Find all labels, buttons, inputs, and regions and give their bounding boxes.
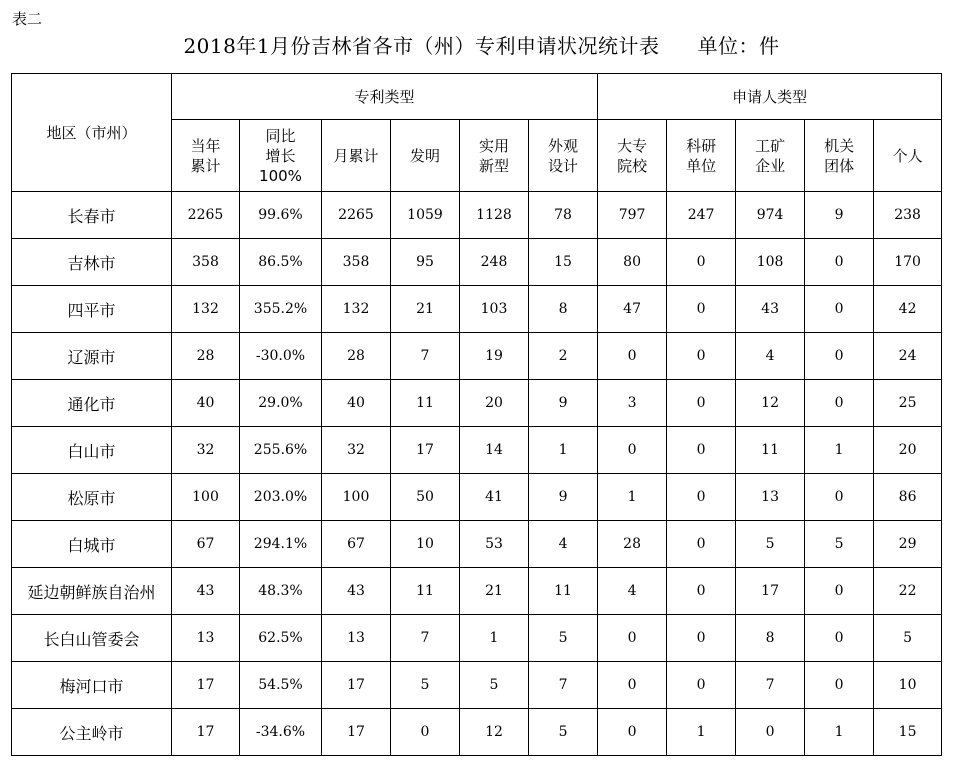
- region-cell: 公主岭市: [12, 709, 172, 756]
- value-cell: 17: [322, 662, 391, 709]
- value-cell: 0: [667, 286, 736, 333]
- value-cell: 21: [391, 286, 460, 333]
- table-row: [12, 709, 942, 756]
- value-cell: 358: [322, 239, 391, 286]
- value-cell: 11: [391, 568, 460, 615]
- value-cell: 100: [172, 474, 240, 521]
- value-cell: 1: [529, 427, 598, 474]
- value-cell: 170: [874, 239, 942, 286]
- value-cell: 1059: [391, 192, 460, 239]
- column-header: 个人: [874, 120, 942, 192]
- table-row: [12, 333, 942, 380]
- patent-type-group-header: 专利类型: [172, 74, 598, 120]
- value-cell: 12: [460, 709, 529, 756]
- value-cell: 0: [667, 662, 736, 709]
- region-cell: 长春市: [12, 192, 172, 239]
- value-cell: 247: [667, 192, 736, 239]
- region-cell: 松原市: [12, 474, 172, 521]
- value-cell: 132: [172, 286, 240, 333]
- applicant-type-group-header: 申请人类型: [598, 74, 942, 120]
- value-cell: 54.5%: [240, 662, 322, 709]
- value-cell: 2265: [322, 192, 391, 239]
- value-cell: 53: [460, 521, 529, 568]
- value-cell: 0: [736, 709, 805, 756]
- value-cell: 0: [598, 709, 667, 756]
- table-label: 表二: [12, 10, 43, 28]
- column-header: 发明: [391, 120, 460, 192]
- value-cell: 43: [172, 568, 240, 615]
- title-text: 2018年1月份吉林省各市（州）专利申请状况统计表: [183, 34, 660, 58]
- value-cell: 32: [172, 427, 240, 474]
- value-cell: 132: [322, 286, 391, 333]
- value-cell: 95: [391, 239, 460, 286]
- value-cell: 1128: [460, 192, 529, 239]
- value-cell: 29.0%: [240, 380, 322, 427]
- value-cell: 86.5%: [240, 239, 322, 286]
- value-cell: 9: [529, 474, 598, 521]
- value-cell: 62.5%: [240, 615, 322, 662]
- value-cell: 5: [874, 615, 942, 662]
- value-cell: 41: [460, 474, 529, 521]
- value-cell: 4: [736, 333, 805, 380]
- column-header: 机关 团体: [805, 120, 874, 192]
- value-cell: 67: [172, 521, 240, 568]
- unit-label: 单位：件: [697, 34, 780, 58]
- value-cell: 80: [598, 239, 667, 286]
- column-header: 实用 新型: [460, 120, 529, 192]
- table-row: [12, 427, 942, 474]
- value-cell: 203.0%: [240, 474, 322, 521]
- value-cell: 17: [736, 568, 805, 615]
- value-cell: 11: [391, 380, 460, 427]
- value-cell: 11: [736, 427, 805, 474]
- value-cell: 7: [391, 615, 460, 662]
- value-cell: 5: [460, 662, 529, 709]
- value-cell: 47: [598, 286, 667, 333]
- value-cell: 1: [805, 427, 874, 474]
- value-cell: 5: [529, 709, 598, 756]
- column-header: 同比 增长 100%: [240, 120, 322, 192]
- column-header: 工矿 企业: [736, 120, 805, 192]
- value-cell: 355.2%: [240, 286, 322, 333]
- value-cell: 29: [874, 521, 942, 568]
- value-cell: 13: [736, 474, 805, 521]
- value-cell: 1: [598, 474, 667, 521]
- column-header: 科研 单位: [667, 120, 736, 192]
- value-cell: 17: [172, 662, 240, 709]
- region-header: 地区（市州）: [12, 74, 172, 192]
- value-cell: 10: [874, 662, 942, 709]
- value-cell: 3: [598, 380, 667, 427]
- value-cell: 67: [322, 521, 391, 568]
- region-cell: 吉林市: [12, 239, 172, 286]
- value-cell: 0: [667, 333, 736, 380]
- value-cell: 28: [598, 521, 667, 568]
- table-row: [12, 380, 942, 427]
- value-cell: 5: [529, 615, 598, 662]
- value-cell: 5: [805, 521, 874, 568]
- value-cell: 19: [460, 333, 529, 380]
- value-cell: 0: [667, 615, 736, 662]
- region-cell: 四平市: [12, 286, 172, 333]
- value-cell: 0: [805, 239, 874, 286]
- value-cell: 15: [874, 709, 942, 756]
- value-cell: 2: [529, 333, 598, 380]
- value-cell: 0: [391, 709, 460, 756]
- value-cell: 25: [874, 380, 942, 427]
- column-header: 月累计: [322, 120, 391, 192]
- value-cell: 0: [805, 662, 874, 709]
- value-cell: 2265: [172, 192, 240, 239]
- value-cell: 0: [805, 615, 874, 662]
- value-cell: -30.0%: [240, 333, 322, 380]
- value-cell: 0: [598, 662, 667, 709]
- value-cell: 358: [172, 239, 240, 286]
- value-cell: 0: [598, 333, 667, 380]
- value-cell: 20: [874, 427, 942, 474]
- region-cell: 通化市: [12, 380, 172, 427]
- value-cell: 0: [667, 474, 736, 521]
- value-cell: 10: [391, 521, 460, 568]
- region-cell: 白城市: [12, 521, 172, 568]
- value-cell: 20: [460, 380, 529, 427]
- value-cell: 5: [391, 662, 460, 709]
- value-cell: 40: [172, 380, 240, 427]
- table-row: [12, 239, 942, 286]
- value-cell: 108: [736, 239, 805, 286]
- value-cell: 17: [322, 709, 391, 756]
- table-row: [12, 662, 942, 709]
- value-cell: 43: [322, 568, 391, 615]
- value-cell: 12: [736, 380, 805, 427]
- value-cell: 248: [460, 239, 529, 286]
- value-cell: 0: [598, 427, 667, 474]
- value-cell: 294.1%: [240, 521, 322, 568]
- table-row: [12, 521, 942, 568]
- value-cell: 40: [322, 380, 391, 427]
- table-row: [12, 568, 942, 615]
- table-row: [12, 615, 942, 662]
- value-cell: 28: [172, 333, 240, 380]
- value-cell: 5: [736, 521, 805, 568]
- value-cell: 32: [322, 427, 391, 474]
- value-cell: 974: [736, 192, 805, 239]
- column-header: 外观 设计: [529, 120, 598, 192]
- value-cell: 9: [805, 192, 874, 239]
- value-cell: -34.6%: [240, 709, 322, 756]
- column-header: 大专 院校: [598, 120, 667, 192]
- region-cell: 梅河口市: [12, 662, 172, 709]
- region-cell: 辽源市: [12, 333, 172, 380]
- value-cell: 17: [391, 427, 460, 474]
- page-title: [0, 30, 963, 59]
- value-cell: 4: [529, 521, 598, 568]
- value-cell: 0: [667, 521, 736, 568]
- value-cell: 8: [736, 615, 805, 662]
- value-cell: 13: [172, 615, 240, 662]
- value-cell: 78: [529, 192, 598, 239]
- value-cell: 7: [736, 662, 805, 709]
- value-cell: 0: [805, 474, 874, 521]
- value-cell: 797: [598, 192, 667, 239]
- value-cell: 43: [736, 286, 805, 333]
- value-cell: 48.3%: [240, 568, 322, 615]
- table-row: [12, 474, 942, 521]
- value-cell: 1: [667, 709, 736, 756]
- value-cell: 24: [874, 333, 942, 380]
- value-cell: 103: [460, 286, 529, 333]
- value-cell: 1: [460, 615, 529, 662]
- value-cell: 0: [667, 239, 736, 286]
- value-cell: 4: [598, 568, 667, 615]
- table-row: [12, 286, 942, 333]
- value-cell: 17: [172, 709, 240, 756]
- column-header: 当年 累计: [172, 120, 240, 192]
- value-cell: 0: [667, 568, 736, 615]
- value-cell: 0: [805, 568, 874, 615]
- region-cell: 延边朝鲜族自治州: [12, 568, 172, 615]
- patent-statistics-table: [11, 73, 942, 756]
- value-cell: 0: [805, 286, 874, 333]
- value-cell: 11: [529, 568, 598, 615]
- value-cell: 7: [529, 662, 598, 709]
- value-cell: 86: [874, 474, 942, 521]
- value-cell: 8: [529, 286, 598, 333]
- value-cell: 1: [805, 709, 874, 756]
- value-cell: 100: [322, 474, 391, 521]
- value-cell: 28: [322, 333, 391, 380]
- value-cell: 13: [322, 615, 391, 662]
- value-cell: 0: [805, 333, 874, 380]
- table-body: [12, 192, 942, 756]
- value-cell: 0: [667, 380, 736, 427]
- table-row: [12, 192, 942, 239]
- value-cell: 21: [460, 568, 529, 615]
- value-cell: 0: [805, 380, 874, 427]
- value-cell: 99.6%: [240, 192, 322, 239]
- value-cell: 22: [874, 568, 942, 615]
- value-cell: 42: [874, 286, 942, 333]
- value-cell: 255.6%: [240, 427, 322, 474]
- value-cell: 15: [529, 239, 598, 286]
- value-cell: 50: [391, 474, 460, 521]
- value-cell: 9: [529, 380, 598, 427]
- region-cell: 长白山管委会: [12, 615, 172, 662]
- value-cell: 0: [598, 615, 667, 662]
- value-cell: 0: [667, 427, 736, 474]
- region-cell: 白山市: [12, 427, 172, 474]
- value-cell: 14: [460, 427, 529, 474]
- value-cell: 7: [391, 333, 460, 380]
- value-cell: 238: [874, 192, 942, 239]
